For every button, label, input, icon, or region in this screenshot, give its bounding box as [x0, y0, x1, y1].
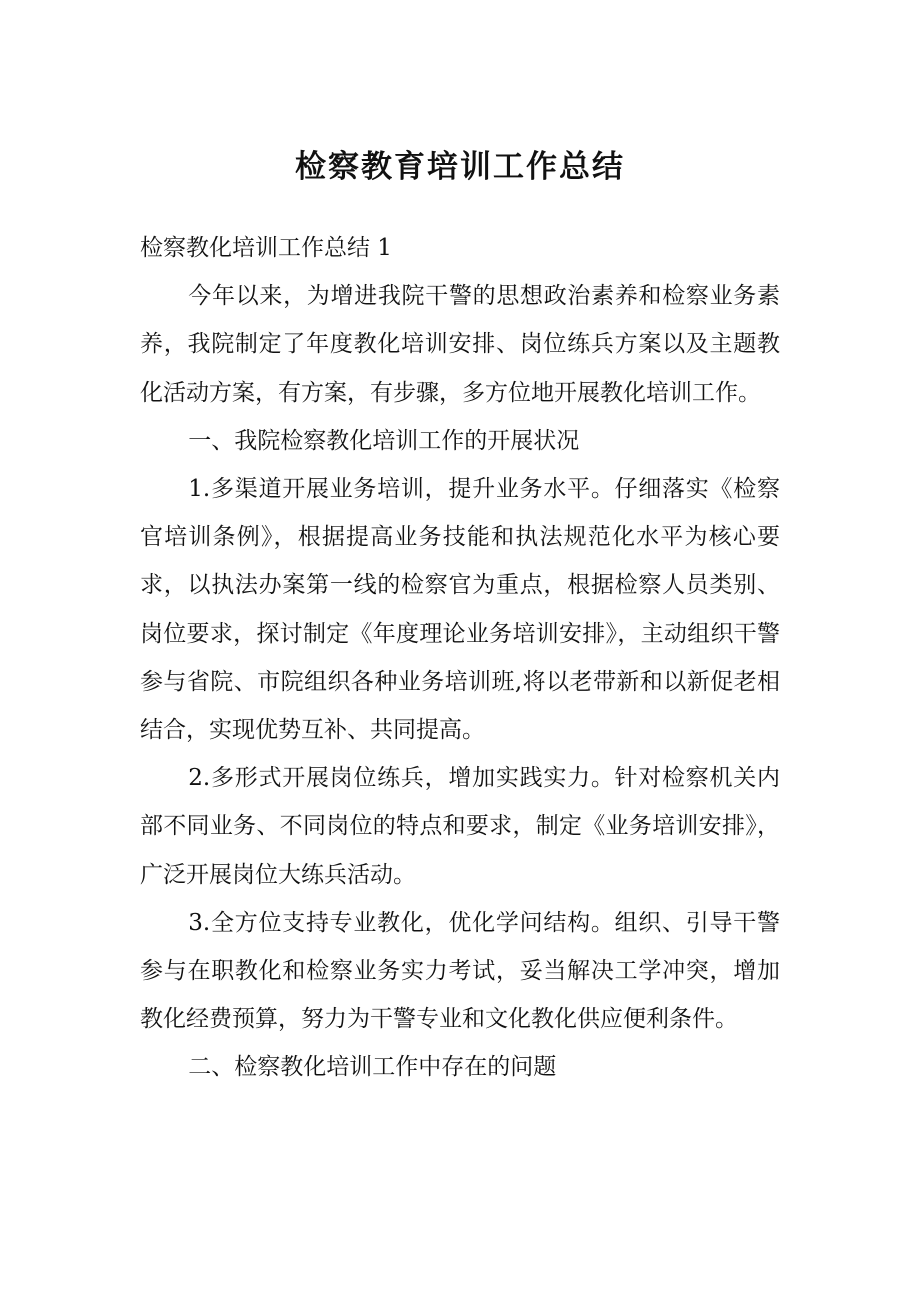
- body-paragraph-1: 1.多渠道开展业务培训，提升业务水平。仔细落实《检察官培训条例》，根据提高业务技能和执法规范化水平为核心要求，以执法办案第一线的检察官为重点，根据检察人员类别、岗位要求，探讨制定《年度理论业务培训安排》，主动组织干警参与省院、市院组织各种业务培训班,将以老带新和以新促老相结合，实现优势互补、共同提高。: [140, 476, 780, 744]
- section-heading-2: 二、检察教化培训工作中存在的问题: [188, 1054, 557, 1081]
- document-subtitle: 检察教化培训工作总结 1: [140, 235, 392, 261]
- body-paragraph-2: 2.多形式开展岗位练兵，增加实践实力。针对检察机关内部不同业务、不同岗位的特点和要求，制定《业务培训安排》，广泛开展岗位大练兵活动。: [140, 765, 780, 888]
- intro-paragraph: 今年以来，为增进我院干警的思想政治素养和检察业务素养，我院制定了年度教化培训安排、岗位练兵方案以及主题教化活动方案，有方案，有步骤，多方位地开展教化培训工作。: [140, 283, 780, 406]
- section-heading-1: 一、我院检察教化培训工作的开展状况: [188, 427, 580, 454]
- document-title: 检察教育培训工作总结: [295, 149, 625, 185]
- document-body: [140, 224, 780, 1092]
- body-paragraph-3: 3.全方位支持专业教化，优化学问结构。组织、引导干警参与在职教化和检察业务实力考试，妥当解决工学冲突，增加教化经费预算，努力为干警专业和文化教化供应便利条件。: [140, 909, 780, 1033]
